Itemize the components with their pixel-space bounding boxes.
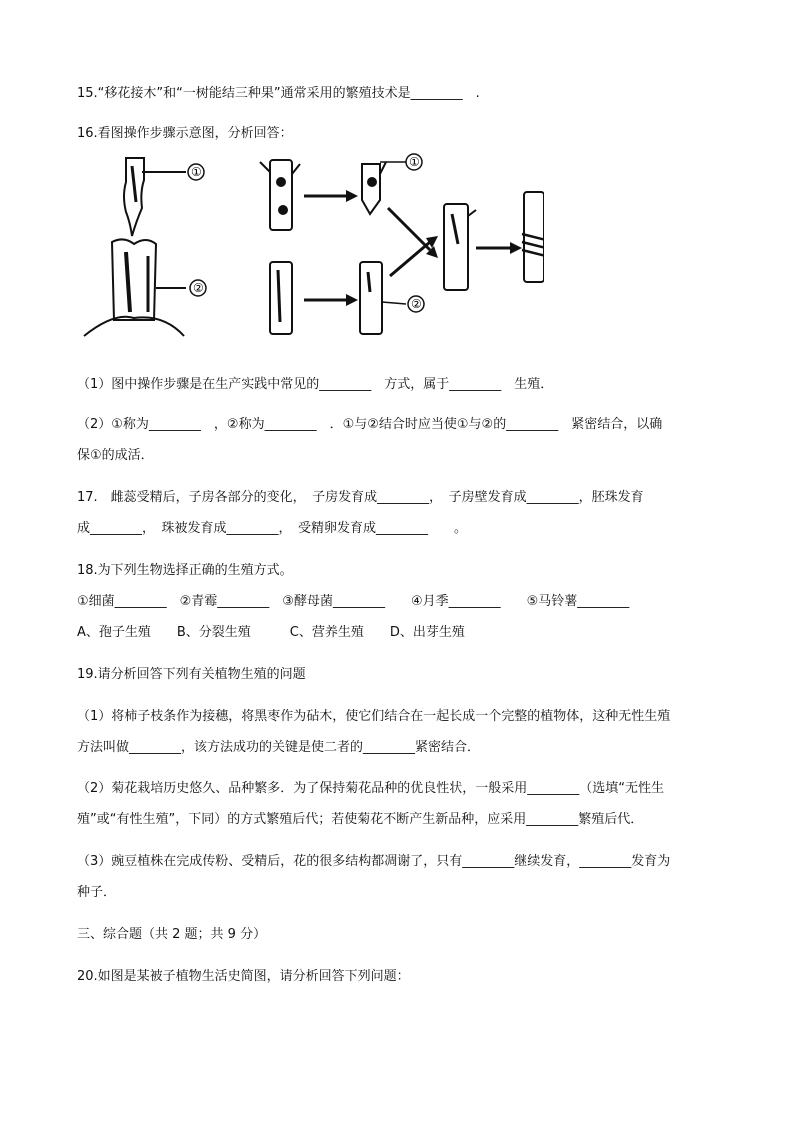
question-16-part1: （1）图中操作步骤是在生产实践中常见的________ 方式，属于________ 生殖． (77, 377, 554, 392)
fig-label-1b: ① (409, 155, 420, 169)
stock-drawing (270, 262, 292, 334)
joined-graft-drawing (444, 204, 476, 290)
branch-drawing (260, 160, 300, 230)
question-18-items: ①细菌________ ②青霉________ ③酵母菌________ ④月季________ ⑤马铃薯________ (77, 594, 630, 609)
question-16-part2-line2: 保①的成活． (77, 448, 154, 463)
question-20: 20.如图是某被子植物生活史简图，请分析回答下列问题： (77, 969, 410, 984)
question-19-part2-line1: （2）菊花栽培历史悠久、品种繁多．为了保持菊花品种的优良性状，一般采用________（选填“无性生 (77, 781, 665, 796)
grafting-diagram (74, 152, 544, 352)
question-19-part1-line1: （1）将柿子枝条作为接穗，将黑枣作为砧木，使它们结合在一起长成一个完整的植物体，这种无性生殖 (77, 709, 671, 724)
section-3-heading: 三、综合题（共 2 题；共 9 分） (77, 927, 267, 942)
question-16-title: 16.看图操作步骤示意图，分析回答： (77, 126, 293, 141)
question-17-line1: 17. 雌蕊受精后，子房各部分的变化， 子房发育成________， 子房壁发育成________，胚珠发育 (77, 490, 644, 505)
question-18-title: 18.为下列生物选择正确的生殖方式。 (77, 563, 293, 578)
question-19-part3-line2: 种子． (77, 885, 117, 900)
scion-drawing (362, 162, 386, 214)
question-17-line2: 成________， 珠被发育成________， 受精卵发育成________ 。 (77, 521, 468, 536)
question-15: 15.“移花接木”和“一树能结三种果”通常采用的繁殖技术是________ . (77, 86, 480, 101)
question-18-options: A、孢子生殖 B、分裂生殖 C、营养生殖 D、出芽生殖 (77, 625, 465, 640)
question-19-part3-line1: （3）豌豆植株在完成传粉、受精后，花的很多结构都凋谢了，只有________继续发育，________发育为 (77, 854, 671, 869)
fig-label-2b: ② (411, 297, 422, 311)
scion-stock-drawing (84, 158, 186, 336)
question-16-part2-line1: （2）①称为________ ，②称为________ ．①与②结合时应当使①与②的________ 紧密结合，以确 (77, 417, 663, 432)
question-19-title: 19.请分析回答下列有关植物生殖的问题 (77, 667, 306, 682)
question-19-part1-line2: 方法叫做________，该方法成功的关键是使二者的________紧密结合． (77, 740, 481, 755)
grafting-diagram-svg (74, 152, 544, 352)
fig-label-1a: ① (191, 165, 202, 179)
question-19-part2-line2: 殖”或“有性生殖”，下同）的方式繁殖后代；若使菊花不断产生新品种，应采用________繁殖后代． (77, 812, 644, 827)
fig-label-2a: ② (193, 281, 204, 295)
bound-graft-drawing (522, 192, 544, 282)
cut-stock-drawing (360, 262, 382, 334)
